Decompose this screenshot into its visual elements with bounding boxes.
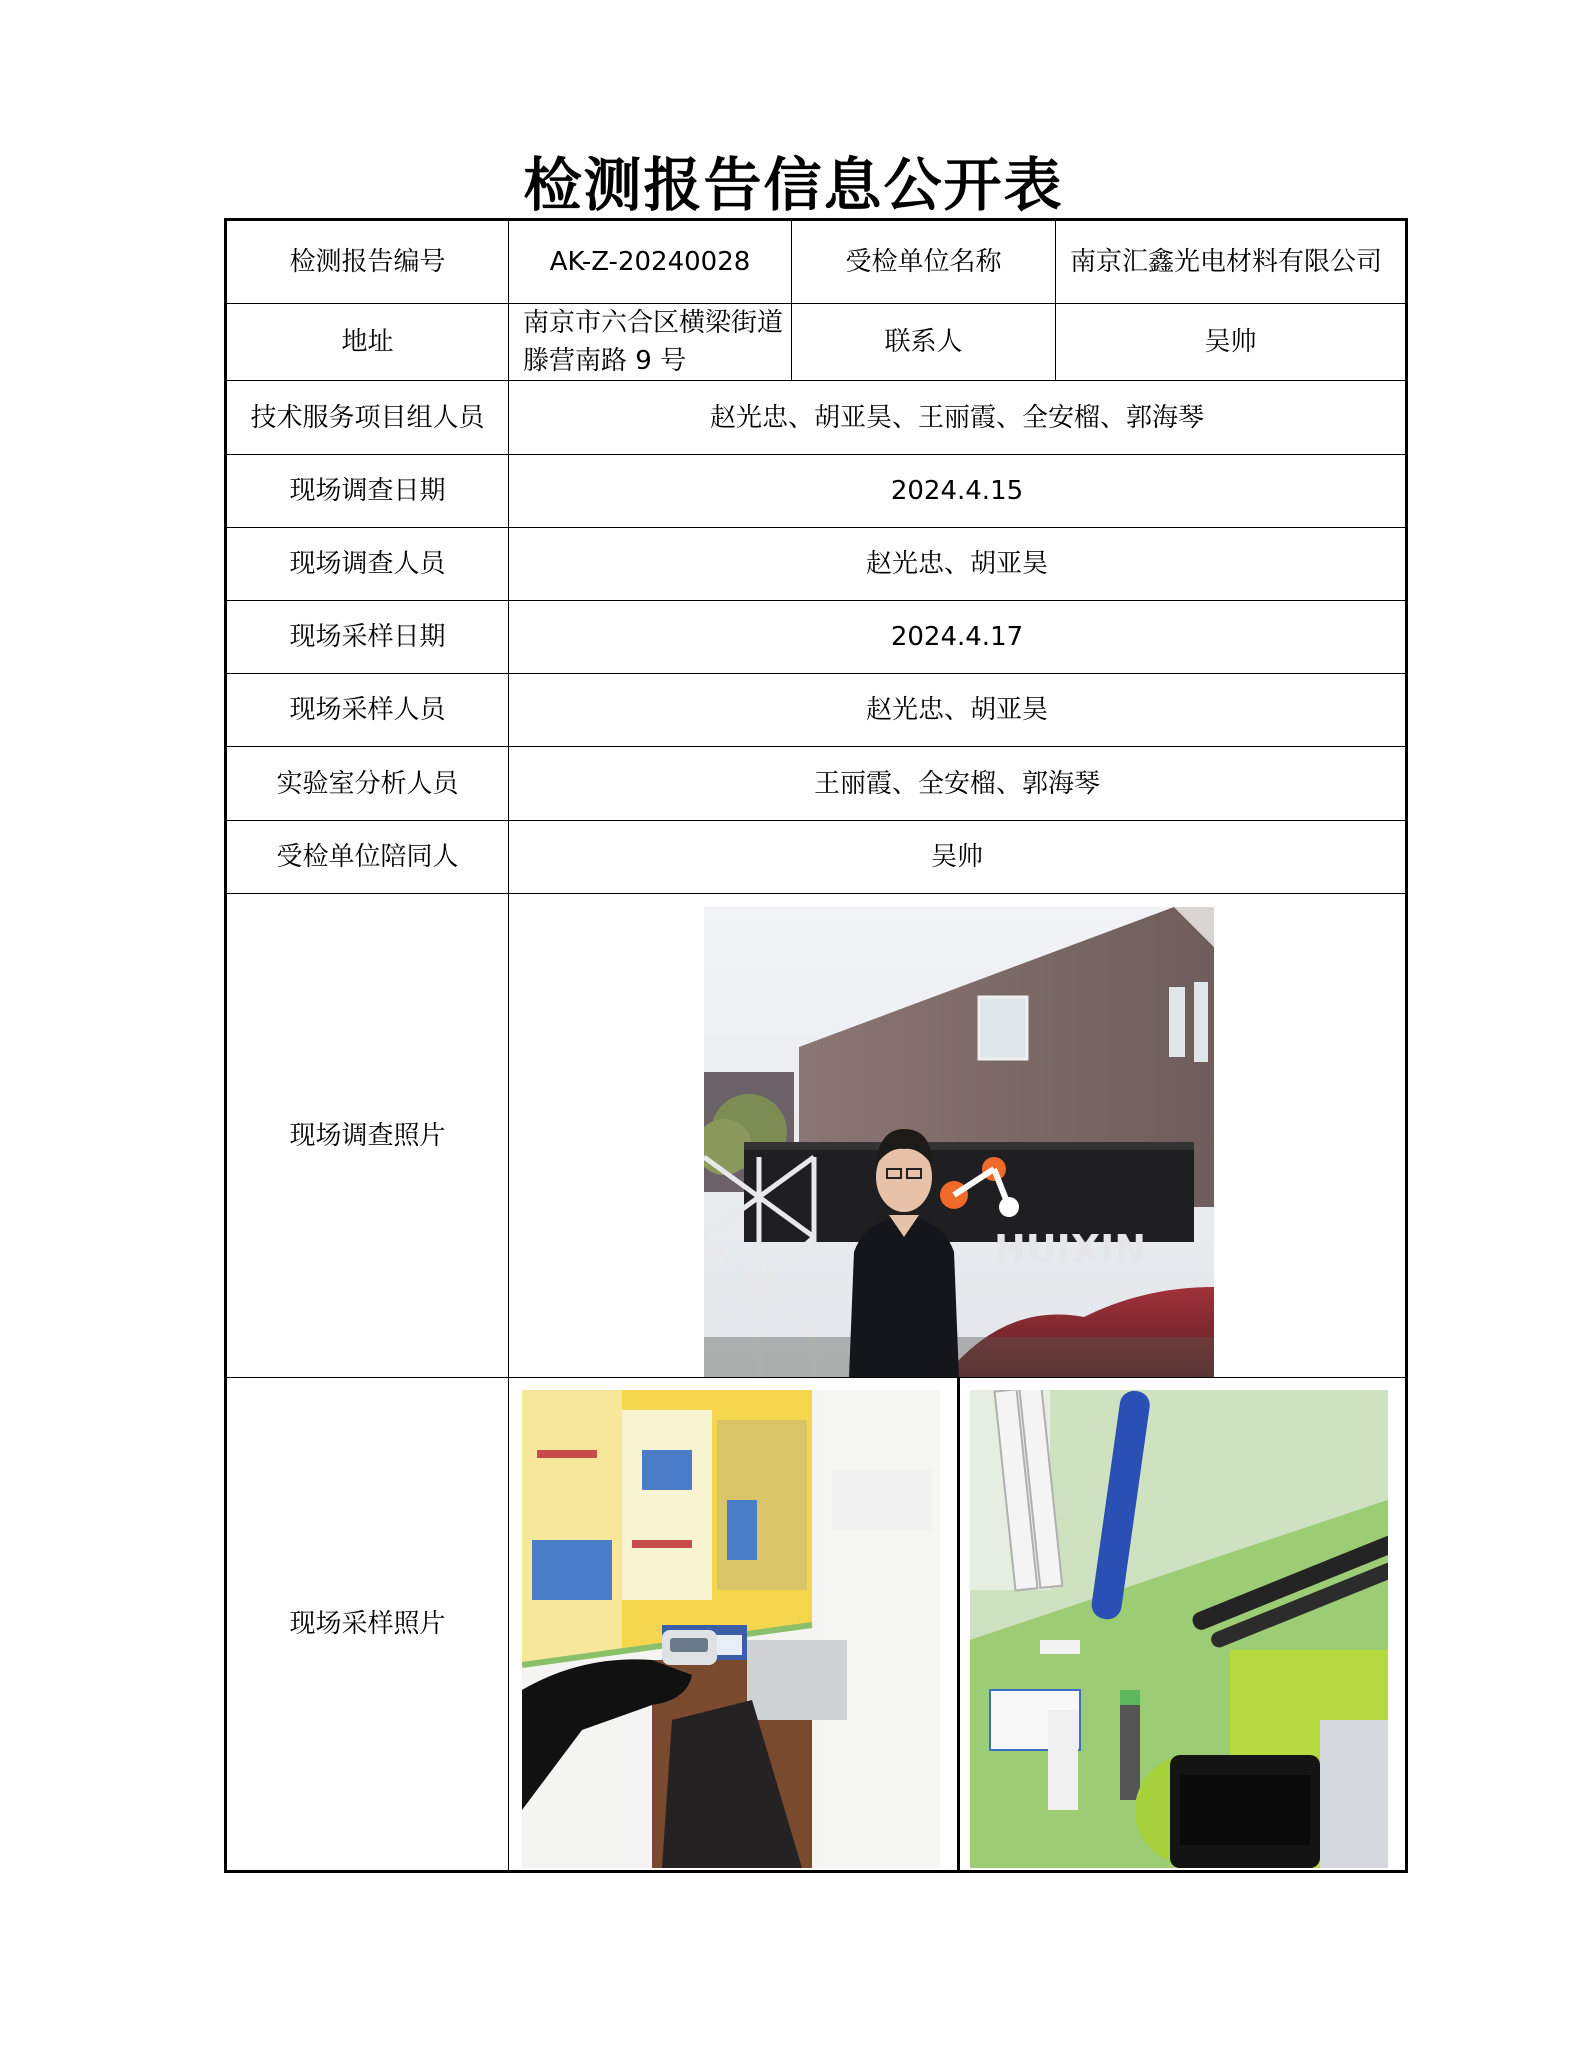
table-row — [226, 1378, 1407, 1872]
survey-photo — [704, 907, 1214, 1377]
survey-photo-label: 现场调查照片 — [226, 894, 509, 1378]
report-table — [224, 218, 1408, 1873]
sampling-photo-label: 现场采样照片 — [226, 1378, 509, 1872]
team-label: 技术服务项目组人员 — [226, 381, 509, 455]
team-value: 赵光忠、胡亚昊、王丽霞、全安榴、郭海琴 — [509, 381, 1407, 455]
table-row — [226, 601, 1407, 674]
escort-label: 受检单位陪同人 — [226, 821, 509, 894]
address-label: 地址 — [226, 304, 509, 381]
table-row — [226, 304, 1407, 381]
lab-staff-label: 实验室分析人员 — [226, 747, 509, 821]
survey-date-label: 现场调查日期 — [226, 455, 509, 528]
table-row — [226, 220, 1407, 304]
photo-divider — [957, 1378, 960, 1870]
sampling-photo-2 — [970, 1390, 1388, 1868]
table-row — [226, 381, 1407, 455]
table-row — [226, 894, 1407, 1378]
survey-staff-value: 赵光忠、胡亚昊 — [509, 528, 1407, 601]
report-no-value: AK-Z-20240028 — [509, 220, 792, 304]
survey-photo-cell — [509, 894, 1407, 1378]
survey-staff-label: 现场调查人员 — [226, 528, 509, 601]
escort-value: 吴帅 — [509, 821, 1407, 894]
table-row — [226, 821, 1407, 894]
sampling-photo-1 — [522, 1390, 940, 1868]
sampling-date-label: 现场采样日期 — [226, 601, 509, 674]
report-no-label: 检测报告编号 — [226, 220, 509, 304]
table-row — [226, 455, 1407, 528]
photo-company-sign: 南京汇鑫光电材料有限公司 — [994, 1282, 1126, 1295]
address-value: 南京市六合区横梁街道滕营南路 9 号 — [509, 304, 792, 381]
sampling-staff-value: 赵光忠、胡亚昊 — [509, 674, 1407, 747]
contact-label: 联系人 — [792, 304, 1056, 381]
table-row — [226, 674, 1407, 747]
page-title: 检测报告信息公开表 — [523, 151, 1064, 219]
table-row — [226, 528, 1407, 601]
survey-date-value: 2024.4.15 — [509, 455, 1407, 528]
sampling-staff-label: 现场采样人员 — [226, 674, 509, 747]
unit-name-value: 南京汇鑫光电材料有限公司 — [1056, 220, 1407, 304]
lab-staff-value: 王丽霞、全安榴、郭海琴 — [509, 747, 1407, 821]
sampling-date-value: 2024.4.17 — [509, 601, 1407, 674]
sampling-photo-cell — [509, 1378, 1407, 1872]
table-row — [226, 747, 1407, 821]
photo-brand-sign: HUIXIN — [994, 1227, 1147, 1271]
contact-value: 吴帅 — [1056, 304, 1407, 381]
unit-name-label: 受检单位名称 — [792, 220, 1056, 304]
